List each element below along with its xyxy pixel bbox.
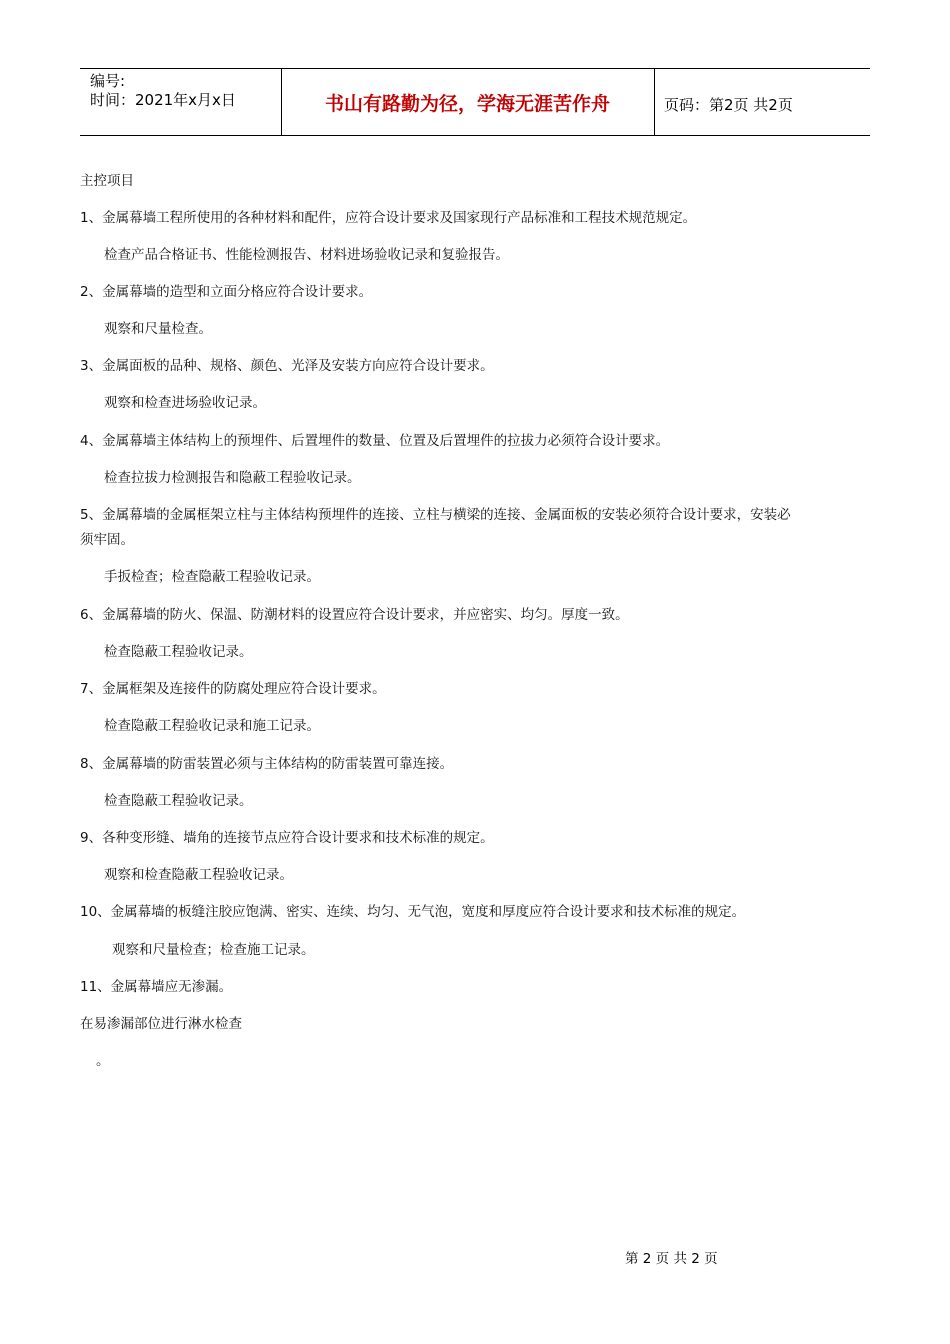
item-5-continued: 须牢固。 [80,532,134,548]
item-6-check: 检查隐蔽工程验收记录。 [104,644,253,660]
item-7: 7、金属框架及连接件的防腐处理应符合设计要求。 [80,681,386,697]
item-10-check: 观察和尺量检查；检查施工记录。 [112,942,315,958]
item-2: 2、金属幕墙的造型和立面分格应符合设计要求。 [80,284,373,300]
item-7-check: 检查隐蔽工程验收记录和施工记录。 [104,718,320,734]
item-11-check: 在易渗漏部位进行淋水检查 [80,1016,242,1032]
item-8-check: 检查隐蔽工程验收记录。 [104,793,253,809]
item-9: 9、各种变形缝、墙角的连接节点应符合设计要求和技术标准的规定。 [80,830,494,846]
item-10: 10、金属幕墙的板缝注胶应饱满、密实、连续、均匀、无气泡，宽度和厚度应符合设计要求和技术标准的规定。 [80,904,746,920]
item-11: 11、金属幕墙应无渗漏。 [80,979,233,995]
header-page-info: 页码：第2页 共2页 [664,96,793,114]
item-5-check: 手扳检查；检查隐蔽工程验收记录。 [104,569,320,585]
item-3-check: 观察和检查进场验收记录。 [104,395,266,411]
document-time-label: 时间：2021年x月x日 [90,91,236,109]
item-2-check: 观察和尺量检查。 [104,321,212,337]
item-9-check: 观察和检查隐蔽工程验收记录。 [104,867,293,883]
section-title: 主控项目 [80,173,134,189]
item-1: 1、金属幕墙工程所使用的各种材料和配件，应符合设计要求及国家现行产品标准和工程技术规范规定。 [80,210,697,226]
page-footer: 第 2 页 共 2 页 [625,1251,718,1267]
header-left-cell [80,69,282,135]
header-middle-cell [281,69,655,135]
item-1-check: 检查产品合格证书、性能检测报告、材料进场验收记录和复验报告。 [104,247,509,263]
item-4-check: 检查拉拔力检测报告和隐蔽工程验收记录。 [104,470,361,486]
item-3: 3、金属面板的品种、规格、颜色、光泽及安装方向应符合设计要求。 [80,358,494,374]
item-5: 5、金属幕墙的金属框架立柱与主体结构预埋件的连接、立柱与横梁的连接、金属面板的安装必须符合设计要求，安装必 [80,507,791,523]
header-right-cell [654,69,870,135]
document-header [80,68,870,136]
item-4: 4、金属幕墙主体结构上的预埋件、后置埋件的数量、位置及后置埋件的拉拔力必须符合设计要求。 [80,433,670,449]
item-6: 6、金属幕墙的防火、保温、防潮材料的设置应符合设计要求，并应密实、均匀。厚度一致。 [80,607,629,623]
item-8: 8、金属幕墙的防雷装置必须与主体结构的防雷装置可靠连接。 [80,756,454,772]
document-number-label: 编号: [90,72,126,90]
header-motto: 书山有路勤为径，学海无涯苦作舟 [324,93,610,115]
trailing-period: 。 [96,1053,110,1069]
